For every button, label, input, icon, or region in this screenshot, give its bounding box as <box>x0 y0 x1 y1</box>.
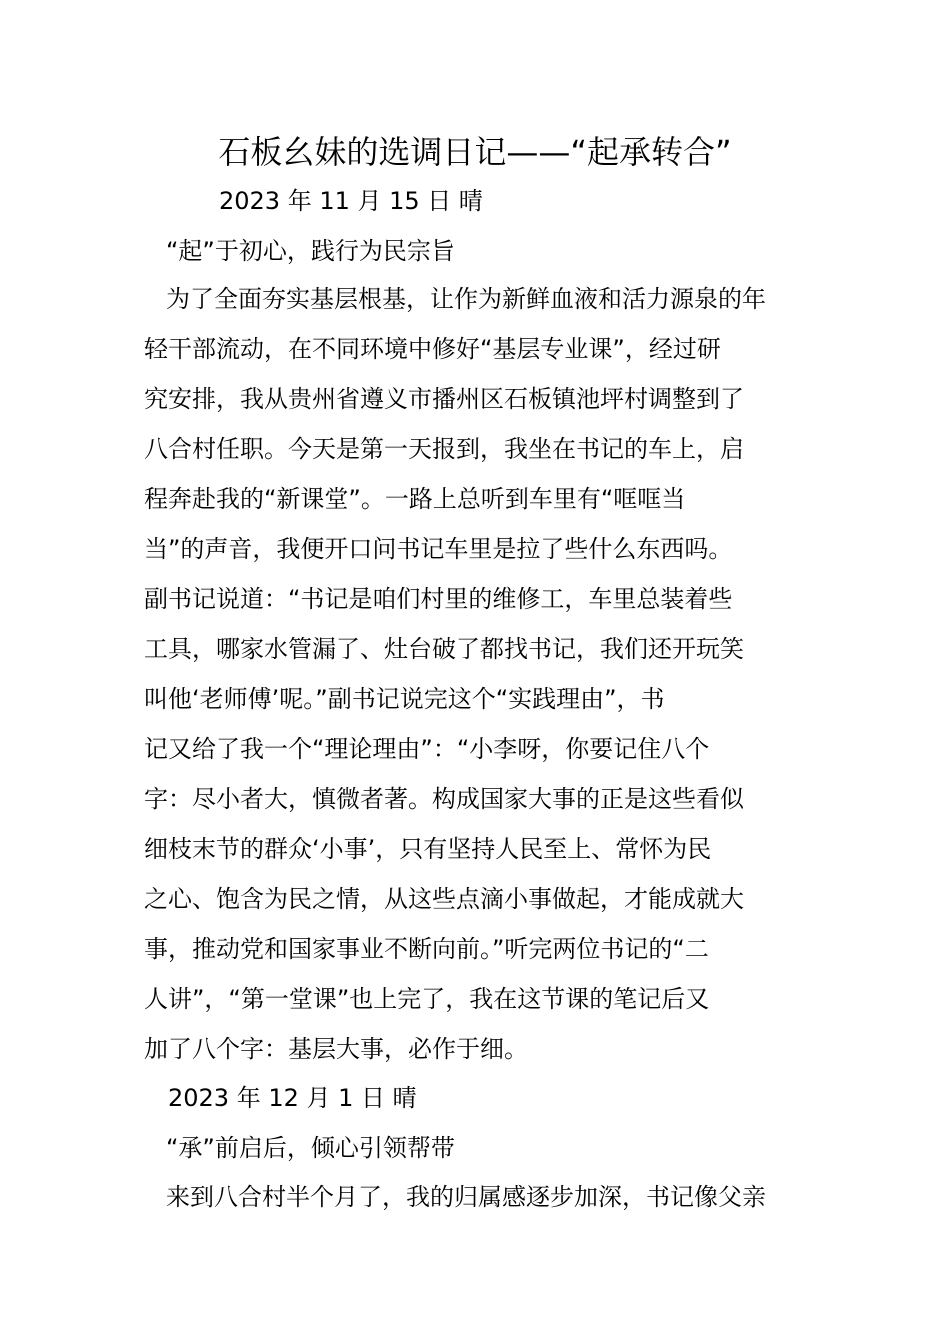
paragraph-line: 之心、饱含为民之情，从这些点滴小事做起，才能成就大 <box>144 885 744 913</box>
paragraph-line: 叫他‘老师傅’呢。”副书记说完这个“实践理由”，书 <box>144 685 665 713</box>
paragraph-line: 工具，哪家水管漏了、灶台破了都找书记，我们还开玩笑 <box>144 635 744 663</box>
paragraph-line: 人讲”，“第一堂课”也上完了，我在这节课的笔记后又 <box>144 985 710 1013</box>
entry-date: 2023 年 12 月 1 日 晴 <box>168 1084 417 1112</box>
entry-date: 2023 年 11 月 15 日 晴 <box>219 187 483 215</box>
section-heading: “起”于初心，践行为民宗旨 <box>166 237 455 265</box>
paragraph-line: 细枝末节的群众‘小事’，只有坚持人民至上、常怀为民 <box>144 835 712 863</box>
paragraph-line: 字：尽小者大，慎微者著。构成国家大事的正是这些看似 <box>144 785 744 813</box>
paragraph-line: 为了全面夯实基层根基，让作为新鲜血液和活力源泉的年 <box>166 285 766 313</box>
paragraph-line: 八合村任职。今天是第一天报到，我坐在书记的车上，启 <box>144 435 744 463</box>
paragraph-line: 当”的声音，我便开口问书记车里是拉了些什么东西吗。 <box>144 535 733 563</box>
paragraph-line: 事，推动党和国家事业不断向前。”听完两位书记的“二 <box>144 935 709 963</box>
paragraph-line: 记又给了我一个“理论理由”：“小李呀，你要记住八个 <box>144 735 710 763</box>
paragraph-line: 来到八合村半个月了，我的归属感逐步加深，书记像父亲 <box>166 1183 766 1211</box>
document-title: 石板幺妹的选调日记——“起承转合” <box>218 133 732 171</box>
paragraph-line: 轻干部流动，在不同环境中修好“基层专业课”，经过研 <box>144 335 721 363</box>
paragraph-line: 加了八个字：基层大事，必作于细。 <box>144 1035 528 1063</box>
body-paragraph <box>144 1172 809 1222</box>
paragraph-line: 究安排，我从贵州省遵义市播州区石板镇池坪村调整到了 <box>144 385 744 413</box>
section-heading: “承”前启后，倾心引领帮带 <box>166 1134 455 1162</box>
body-paragraph <box>144 274 809 1074</box>
paragraph-line: 副书记说道：“书记是咱们村里的维修工，车里总装着些 <box>144 585 733 613</box>
paragraph-line: 程奔赴我的“新课堂”。一路上总听到车里有“哐哐当 <box>144 485 686 513</box>
